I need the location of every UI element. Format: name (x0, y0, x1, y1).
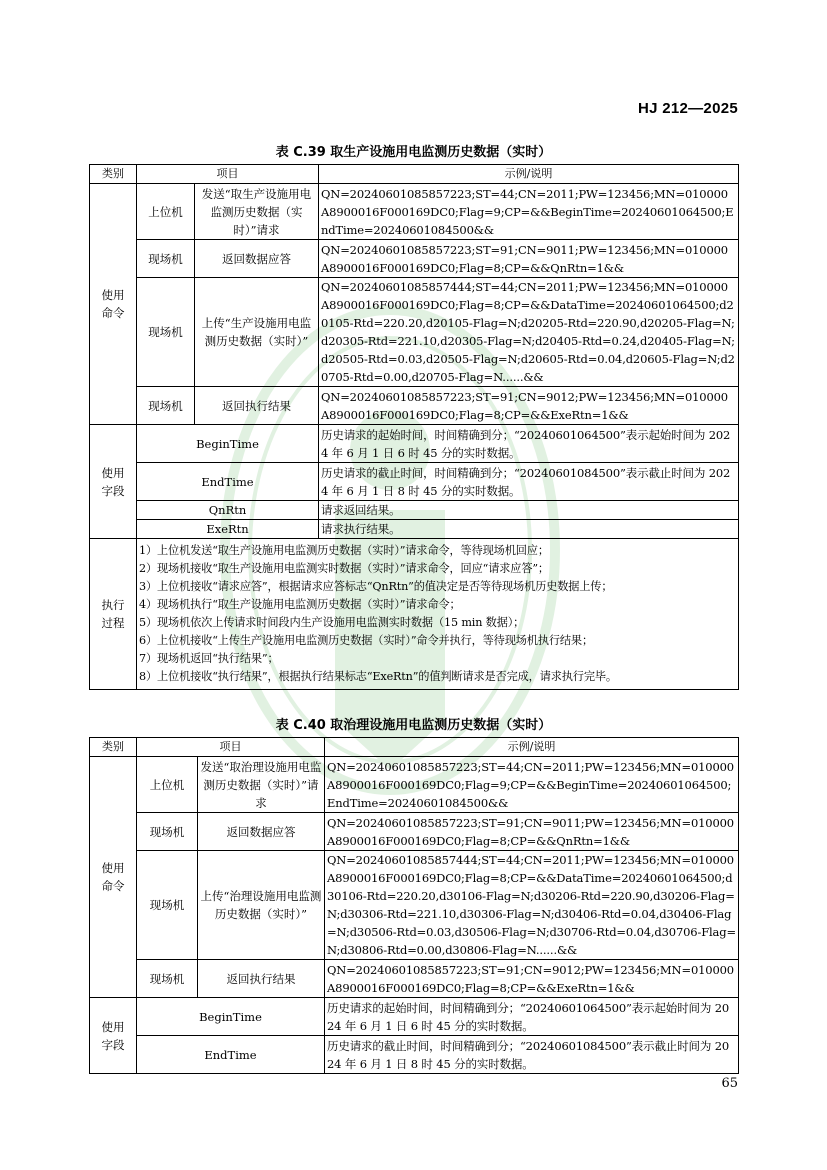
example-cell: QN=20240601085857223;ST=91;CN=9012;PW=123456;MN=010000A8900016F000169DC0;Flag=8;CP=&&ExeRtn=1&& (325, 960, 739, 998)
process-step: 3）上位机接收“请求应答”，根据请求应答标志“QnRtn”的值决定是否等待现场机历史数据上传； (139, 580, 613, 593)
action-cell: 发送“取治理设施用电监测历史数据（实时）”请求 (198, 757, 325, 813)
table-row (90, 520, 739, 539)
field-name-cell: BeginTime (137, 998, 325, 1036)
action-cell: 返回数据应答 (198, 813, 325, 851)
field-desc-cell: 历史请求的截止时间，时间精确到分；“20240601084500”表示截止时间为 2024 年 6 月 1 日 8 时 45 分的实时数据。 (325, 1036, 739, 1074)
example-cell: QN=20240601085857444;ST=44;CN=2011;PW=123456;MN=010000A8900016F000169DC0;Flag=8;CP=&&DataTime=20240601064500;d30106-Rtd=220.20,d30106-Flag=N;d30206-Rtd=220.90,d30206-Flag=N;d30306-Rtd=221.10,d30306-Flag=N;d30406-Rtd=0.04,d30406-Flag=N;d30506-Rtd=0.03,d30506-Flag=N;d30706-Rtd=0.04,d30706-Flag=N;d30806-Rtd=0.00,d30806-Flag=N......&& (325, 851, 739, 960)
header-category: 类别 (90, 165, 137, 184)
table-row (90, 998, 739, 1036)
table-row (90, 387, 739, 425)
field-name-cell: EndTime (137, 1036, 325, 1074)
action-cell: 返回执行结果 (198, 960, 325, 998)
table-row (90, 1036, 739, 1074)
party-cell: 现场机 (137, 278, 195, 387)
table-row (90, 757, 739, 813)
field-name-cell: ExeRtn (137, 520, 319, 539)
field-desc-cell: 历史请求的起始时间，时间精确到分；“20240601064500”表示起始时间为 2024 年 6 月 1 日 6 时 45 分的实时数据。 (319, 425, 739, 463)
example-cell: QN=20240601085857444;ST=44;CN=2011;PW=123456;MN=010000A8900016F000169DC0;Flag=8;CP=&&DataTime=20240601064500;d20105-Rtd=220.20,d20105-Flag=N;d20205-Rtd=220.90,d20205-Flag=N;d20305-Rtd=221.10,d20305-Flag=N;d20405-Rtd=0.24,d20405-Flag=N;d20505-Rtd=0.03,d20505-Flag=N;d20605-Rtd=0.04,d20605-Flag=N;d20705-Rtd=0.00,d20705-Flag=N......&& (319, 278, 739, 387)
header-category: 类别 (90, 738, 137, 757)
action-cell: 上传“生产设施用电监测历史数据（实时）” (195, 278, 319, 387)
header-example: 示例/说明 (325, 738, 739, 757)
table-row (90, 813, 739, 851)
example-cell: QN=20240601085857223;ST=91;CN=9012;PW=123456;MN=010000A8900016F000169DC0;Flag=8;CP=&&ExeRtn=1&& (319, 387, 739, 425)
process-step: 7）现场机返回“执行结果”； (139, 652, 279, 665)
action-cell: 上传“治理设施用电监测历史数据（实时）” (198, 851, 325, 960)
table-header-row (90, 738, 739, 757)
process-step: 1）上位机发送“取生产设施用电监测历史数据（实时）”请求命令，等待现场机回应； (139, 544, 549, 557)
section-label-command: 使用 命令 (90, 184, 137, 425)
process-step: 6）上位机接收“上传生产设施用电监测历史数据（实时）”命令并执行，等待现场机执行结果； (139, 634, 594, 647)
field-desc-cell: 请求返回结果。 (319, 501, 739, 520)
section-label-fields: 使用 字段 (90, 998, 137, 1074)
example-cell: QN=20240601085857223;ST=91;CN=9011;PW=123456;MN=010000A8900016F000169DC0;Flag=8;CP=&&QnRtn=1&& (319, 240, 739, 278)
table-row (90, 851, 739, 960)
table-title: 表 C.39 取生产设施用电监测历史数据（实时） (275, 145, 552, 160)
party-cell: 现场机 (137, 851, 198, 960)
party-cell: 现场机 (137, 960, 198, 998)
spec-table-c39 (89, 164, 739, 690)
table-title: 表 C.40 取治理设施用电监测历史数据（实时） (275, 718, 552, 733)
table-row (90, 501, 739, 520)
section-label-process: 执行 过程 (90, 539, 137, 690)
example-cell: QN=20240601085857223;ST=44;CN=2011;PW=123456;MN=010000A8900016F000169DC0;Flag=9;CP=&&BeginTime=20240601064500;EndTime=20240601084500&& (325, 757, 739, 813)
action-cell: 发送“取生产设施用电监测历史数据（实时）”请求 (195, 184, 319, 240)
table-row (90, 539, 739, 690)
document-code: HJ 212—2025 (637, 100, 738, 117)
action-cell: 返回数据应答 (195, 240, 319, 278)
party-cell: 现场机 (137, 240, 195, 278)
section-label-fields: 使用 字段 (90, 425, 137, 539)
field-desc-cell: 历史请求的起始时间，时间精确到分；“20240601064500”表示起始时间为 2024 年 6 月 1 日 6 时 45 分的实时数据。 (325, 998, 739, 1036)
field-name-cell: QnRtn (137, 501, 319, 520)
table-row (90, 960, 739, 998)
example-cell: QN=20240601085857223;ST=91;CN=9011;PW=123456;MN=010000A8900016F000169DC0;Flag=8;CP=&&QnRtn=1&& (325, 813, 739, 851)
header-example: 示例/说明 (319, 165, 739, 184)
table-header-row (90, 165, 739, 184)
party-cell: 上位机 (137, 757, 198, 813)
section-label-command: 使用 命令 (90, 757, 137, 998)
header-item: 项目 (137, 165, 319, 184)
party-cell: 上位机 (137, 184, 195, 240)
table-row (90, 425, 739, 463)
party-cell: 现场机 (137, 387, 195, 425)
process-step: 5）现场机依次上传请求时间段内生产设施用电监测实时数据（15 min 数据）； (139, 616, 525, 629)
process-step: 2）现场机接收“取生产设施用电监测实时数据（实时）”请求命令，回应“请求应答”； (139, 562, 549, 575)
field-desc-cell: 历史请求的截止时间，时间精确到分；“20240601084500”表示截止时间为 2024 年 6 月 1 日 8 时 45 分的实时数据。 (319, 463, 739, 501)
process-step: 8）上位机接收“执行结果”，根据执行结果标志“ExeRtn”的值判断请求是否完成，请求执行完毕。 (139, 670, 617, 683)
table-row (90, 184, 739, 240)
page-number: 65 (721, 1076, 738, 1091)
party-cell: 现场机 (137, 813, 198, 851)
example-cell: QN=20240601085857223;ST=44;CN=2011;PW=123456;MN=010000A8900016F000169DC0;Flag=9;CP=&&BeginTime=20240601064500;EndTime=20240601084500&& (319, 184, 739, 240)
table-row (90, 278, 739, 387)
field-name-cell: BeginTime (137, 425, 319, 463)
field-name-cell: EndTime (137, 463, 319, 501)
action-cell: 返回执行结果 (195, 387, 319, 425)
field-desc-cell: 请求执行结果。 (319, 520, 739, 539)
process-cell (137, 539, 739, 690)
process-step: 4）现场机执行“取生产设施用电监测历史数据（实时）”请求命令； (139, 598, 461, 611)
header-item: 项目 (137, 738, 325, 757)
spec-table-c40 (89, 737, 739, 1074)
table-row (90, 240, 739, 278)
table-row (90, 463, 739, 501)
